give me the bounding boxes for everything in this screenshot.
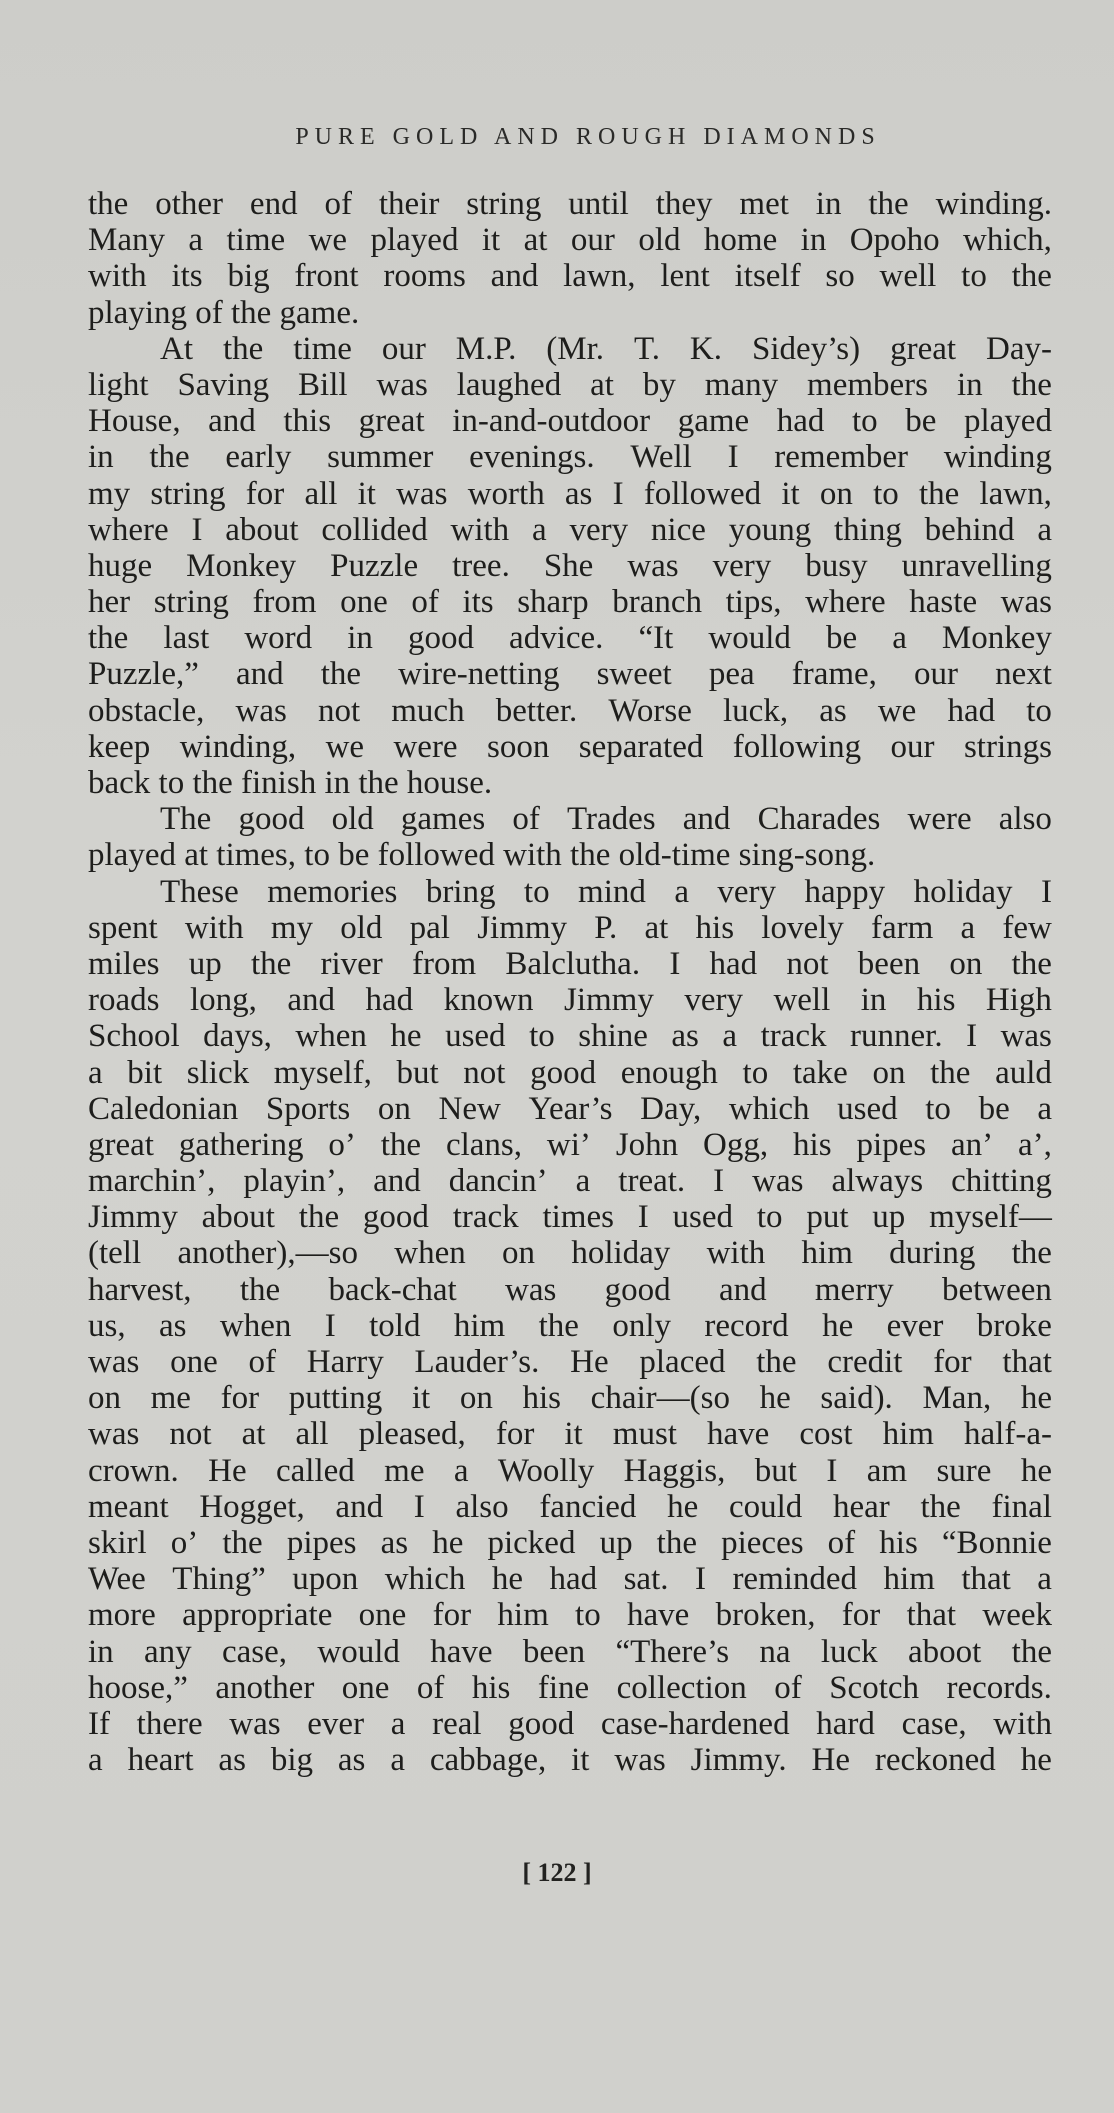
text-line: my string for all it was worth as I followed it on to the lawn,: [88, 475, 1052, 512]
text-line: a bit slick myself, but not good enough to take on the auld: [88, 1054, 1052, 1091]
text-line: keep winding, we were soon separated following our strings: [88, 728, 1052, 765]
text-line: more appropriate one for him to have broken, for that week: [88, 1597, 1052, 1634]
text-line: roads long, and had known Jimmy very well in his High: [88, 982, 1052, 1019]
text-line: hoose,” another one of his fine collection of Scotch records.: [88, 1669, 1052, 1706]
text-line: was not at all pleased, for it must have cost him half-a-: [88, 1416, 1052, 1453]
text-line: (tell another),—so when on holiday with him during the: [88, 1235, 1052, 1272]
text-line: harvest, the back-chat was good and merry between: [88, 1271, 1052, 1308]
text-line: Puzzle,” and the wire-netting sweet pea frame, our next: [88, 656, 1052, 693]
text-line: her string from one of its sharp branch tips, where haste was: [88, 584, 1052, 621]
text-line: in any case, would have been “There’s na luck aboot the: [88, 1633, 1052, 1670]
text-line: a heart as big as a cabbage, it was Jimmy. He reckoned he: [88, 1742, 1052, 1779]
page-number: [ 122 ]: [522, 1858, 592, 1887]
body-text: [88, 186, 1052, 1778]
text-line: where I about collided with a very nice young thing behind a: [88, 511, 1052, 548]
text-line: miles up the river from Balclutha. I had not been on the: [88, 945, 1052, 982]
text-line: light Saving Bill was laughed at by many members in the: [88, 366, 1052, 403]
text-line: If there was ever a real good case-hardened hard case, with: [88, 1705, 1052, 1742]
text-line: marchin’, playin’, and dancin’ a treat. I was always chitting: [88, 1163, 1052, 1200]
text-line: the other end of their string until they met in the winding.: [88, 186, 1052, 222]
text-line: Many a time we played it at our old home in Opoho which,: [88, 222, 1052, 259]
text-line: Jimmy about the good track times I used to put up myself—: [88, 1199, 1052, 1236]
text-line: spent with my old pal Jimmy P. at his lovely farm a few: [88, 909, 1052, 946]
text-line: huge Monkey Puzzle tree. She was very busy unravelling: [88, 547, 1052, 584]
text-line: us, as when I told him the only record he ever broke: [88, 1307, 1052, 1344]
text-line: the last word in good advice. “It would be a Monkey: [88, 620, 1052, 657]
text-line: Caledonian Sports on New Year’s Day, which used to be a: [88, 1090, 1052, 1127]
text-line: meant Hogget, and I also fancied he could hear the final: [88, 1488, 1052, 1525]
text-line: House, and this great in-and-outdoor game had to be played: [88, 403, 1052, 440]
text-line: on me for putting it on his chair—(so he said). Man, he: [88, 1380, 1052, 1417]
text-line: crown. He called me a Woolly Haggis, but I am sure he: [88, 1452, 1052, 1489]
text-line: At the time our M.P. (Mr. T. K. Sidey’s) great Day-: [160, 330, 1052, 367]
text-line: back to the finish in the house.: [88, 765, 493, 801]
text-line: played at times, to be followed with the old-time sing-song.: [88, 837, 876, 874]
text-line: skirl o’ the pipes as he picked up the pieces of his “Bonnie: [88, 1524, 1052, 1561]
text-line: playing of the game.: [88, 294, 360, 331]
text-line: was one of Harry Lauder’s. He placed the credit for that: [88, 1344, 1052, 1380]
running-head: PURE GOLD AND ROUGH DIAMONDS: [295, 124, 881, 150]
text-line: obstacle, was not much better. Worse luck, as we had to: [88, 692, 1052, 729]
text-line: School days, when he used to shine as a track runner. I was: [88, 1018, 1052, 1055]
text-line: These memories bring to mind a very happy holiday I: [160, 873, 1052, 910]
text-line: great gathering o’ the clans, wi’ John Ogg, his pipes an’ a’,: [88, 1126, 1052, 1163]
text-line: in the early summer evenings. Well I remember winding: [88, 439, 1052, 476]
text-line: Wee Thing” upon which he had sat. I reminded him that a: [88, 1561, 1052, 1598]
text-line: The good old games of Trades and Charades were also: [160, 801, 1052, 838]
text-line: with its big front rooms and lawn, lent itself so well to the: [88, 258, 1052, 295]
